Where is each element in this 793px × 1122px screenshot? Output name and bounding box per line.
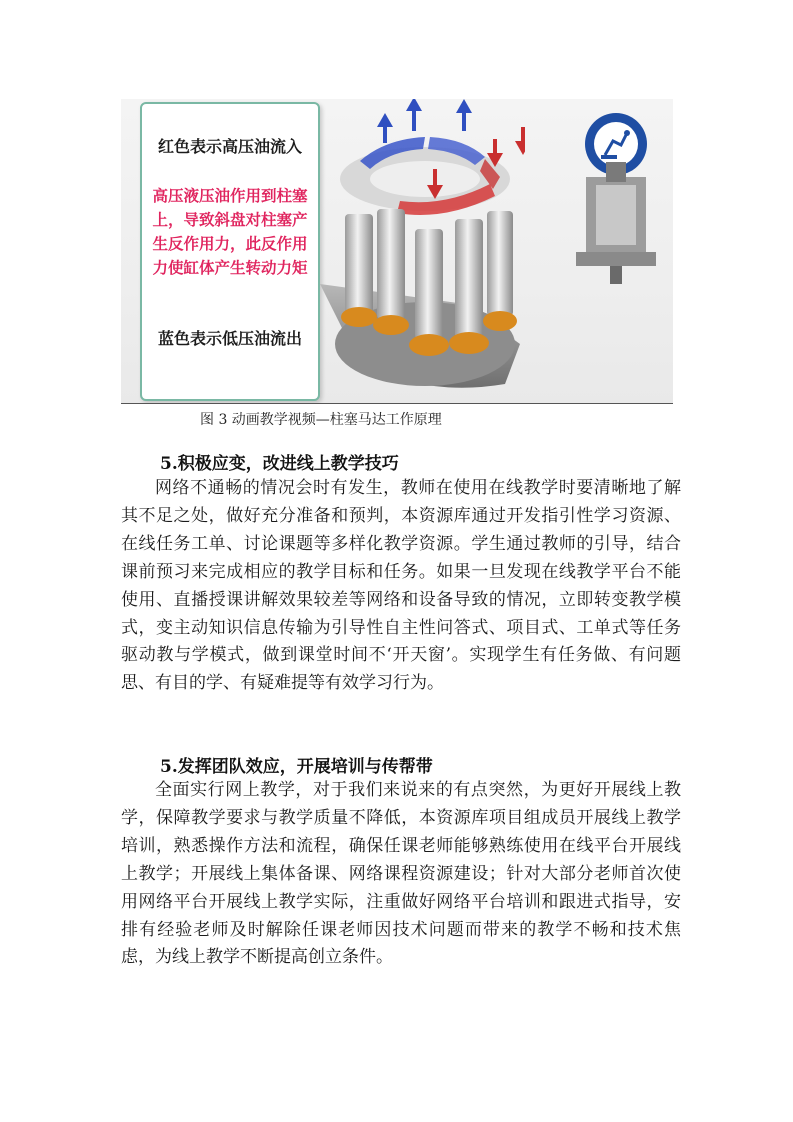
- callout-low-pressure-text: 蓝色表示低压油流出: [157, 329, 302, 348]
- section-paragraph-2: 全面实行网上教学，对于我们来说来的有点突然，为更好开展线上教学，保障教学要求与教学质量不降低，本资源库项目组成员开展线上教学培训，熟悉操作方法和流程，确保任课老师能够熟练使用在线平台开展线上教学；开展线上集体备课、网络课程资源建设；针对大部分老师首次使用网络平台开展线上教学实际，注重做好网络平台培训和跟进式指导，安排有经验老师及时解除任课老师因技术问题而带来的教学不畅和技术焦虑，为线上教学不断提高创立条件。: [121, 780, 681, 968]
- section-heading-2: 5.发挥团队效应，开展培训与传帮带: [160, 757, 433, 777]
- motor-thumbnail: [566, 157, 666, 287]
- figure-image: [121, 99, 673, 403]
- figure-caption: 图 3 动画教学视频—柱塞马达工作原理: [200, 412, 442, 428]
- section-heading-1: 5.积极应变，改进线上教学技巧: [160, 454, 399, 474]
- piston-motor-illustration: [315, 99, 525, 403]
- callout-explanation-text: 高压液压油作用到柱塞上，导致斜盘对柱塞产生反作用力，此反作用力使缸体产生转动力矩: [152, 187, 308, 277]
- callout-high-pressure-text: 红色表示高压油流入: [157, 137, 302, 156]
- figure-underline: [121, 403, 673, 404]
- explanation-callout: [140, 102, 320, 401]
- section-paragraph-1: 网络不通畅的情况会时有发生，教师在使用在线教学时要清晰地了解其不足之处，做好充分准备和预判，本资源库通过开发指引性学习资源、在线任务工单、讨论课题等多样化教学资源。学生通过教师的引导，结合课前预习来完成相应的教学目标和任务。如果一旦发现在线教学平台不能使用、直播授课讲解效果较差等网络和设备导致的情况，立即转变教学模式，变主动知识信息传输为引导性自主性问答式、项目式、工单式等任务驱动教与学模式，做到课堂时间不‘开天窗’。实现学生有任务做、有问题思、有目的学、有疑难提等有效学习行为。: [121, 478, 681, 694]
